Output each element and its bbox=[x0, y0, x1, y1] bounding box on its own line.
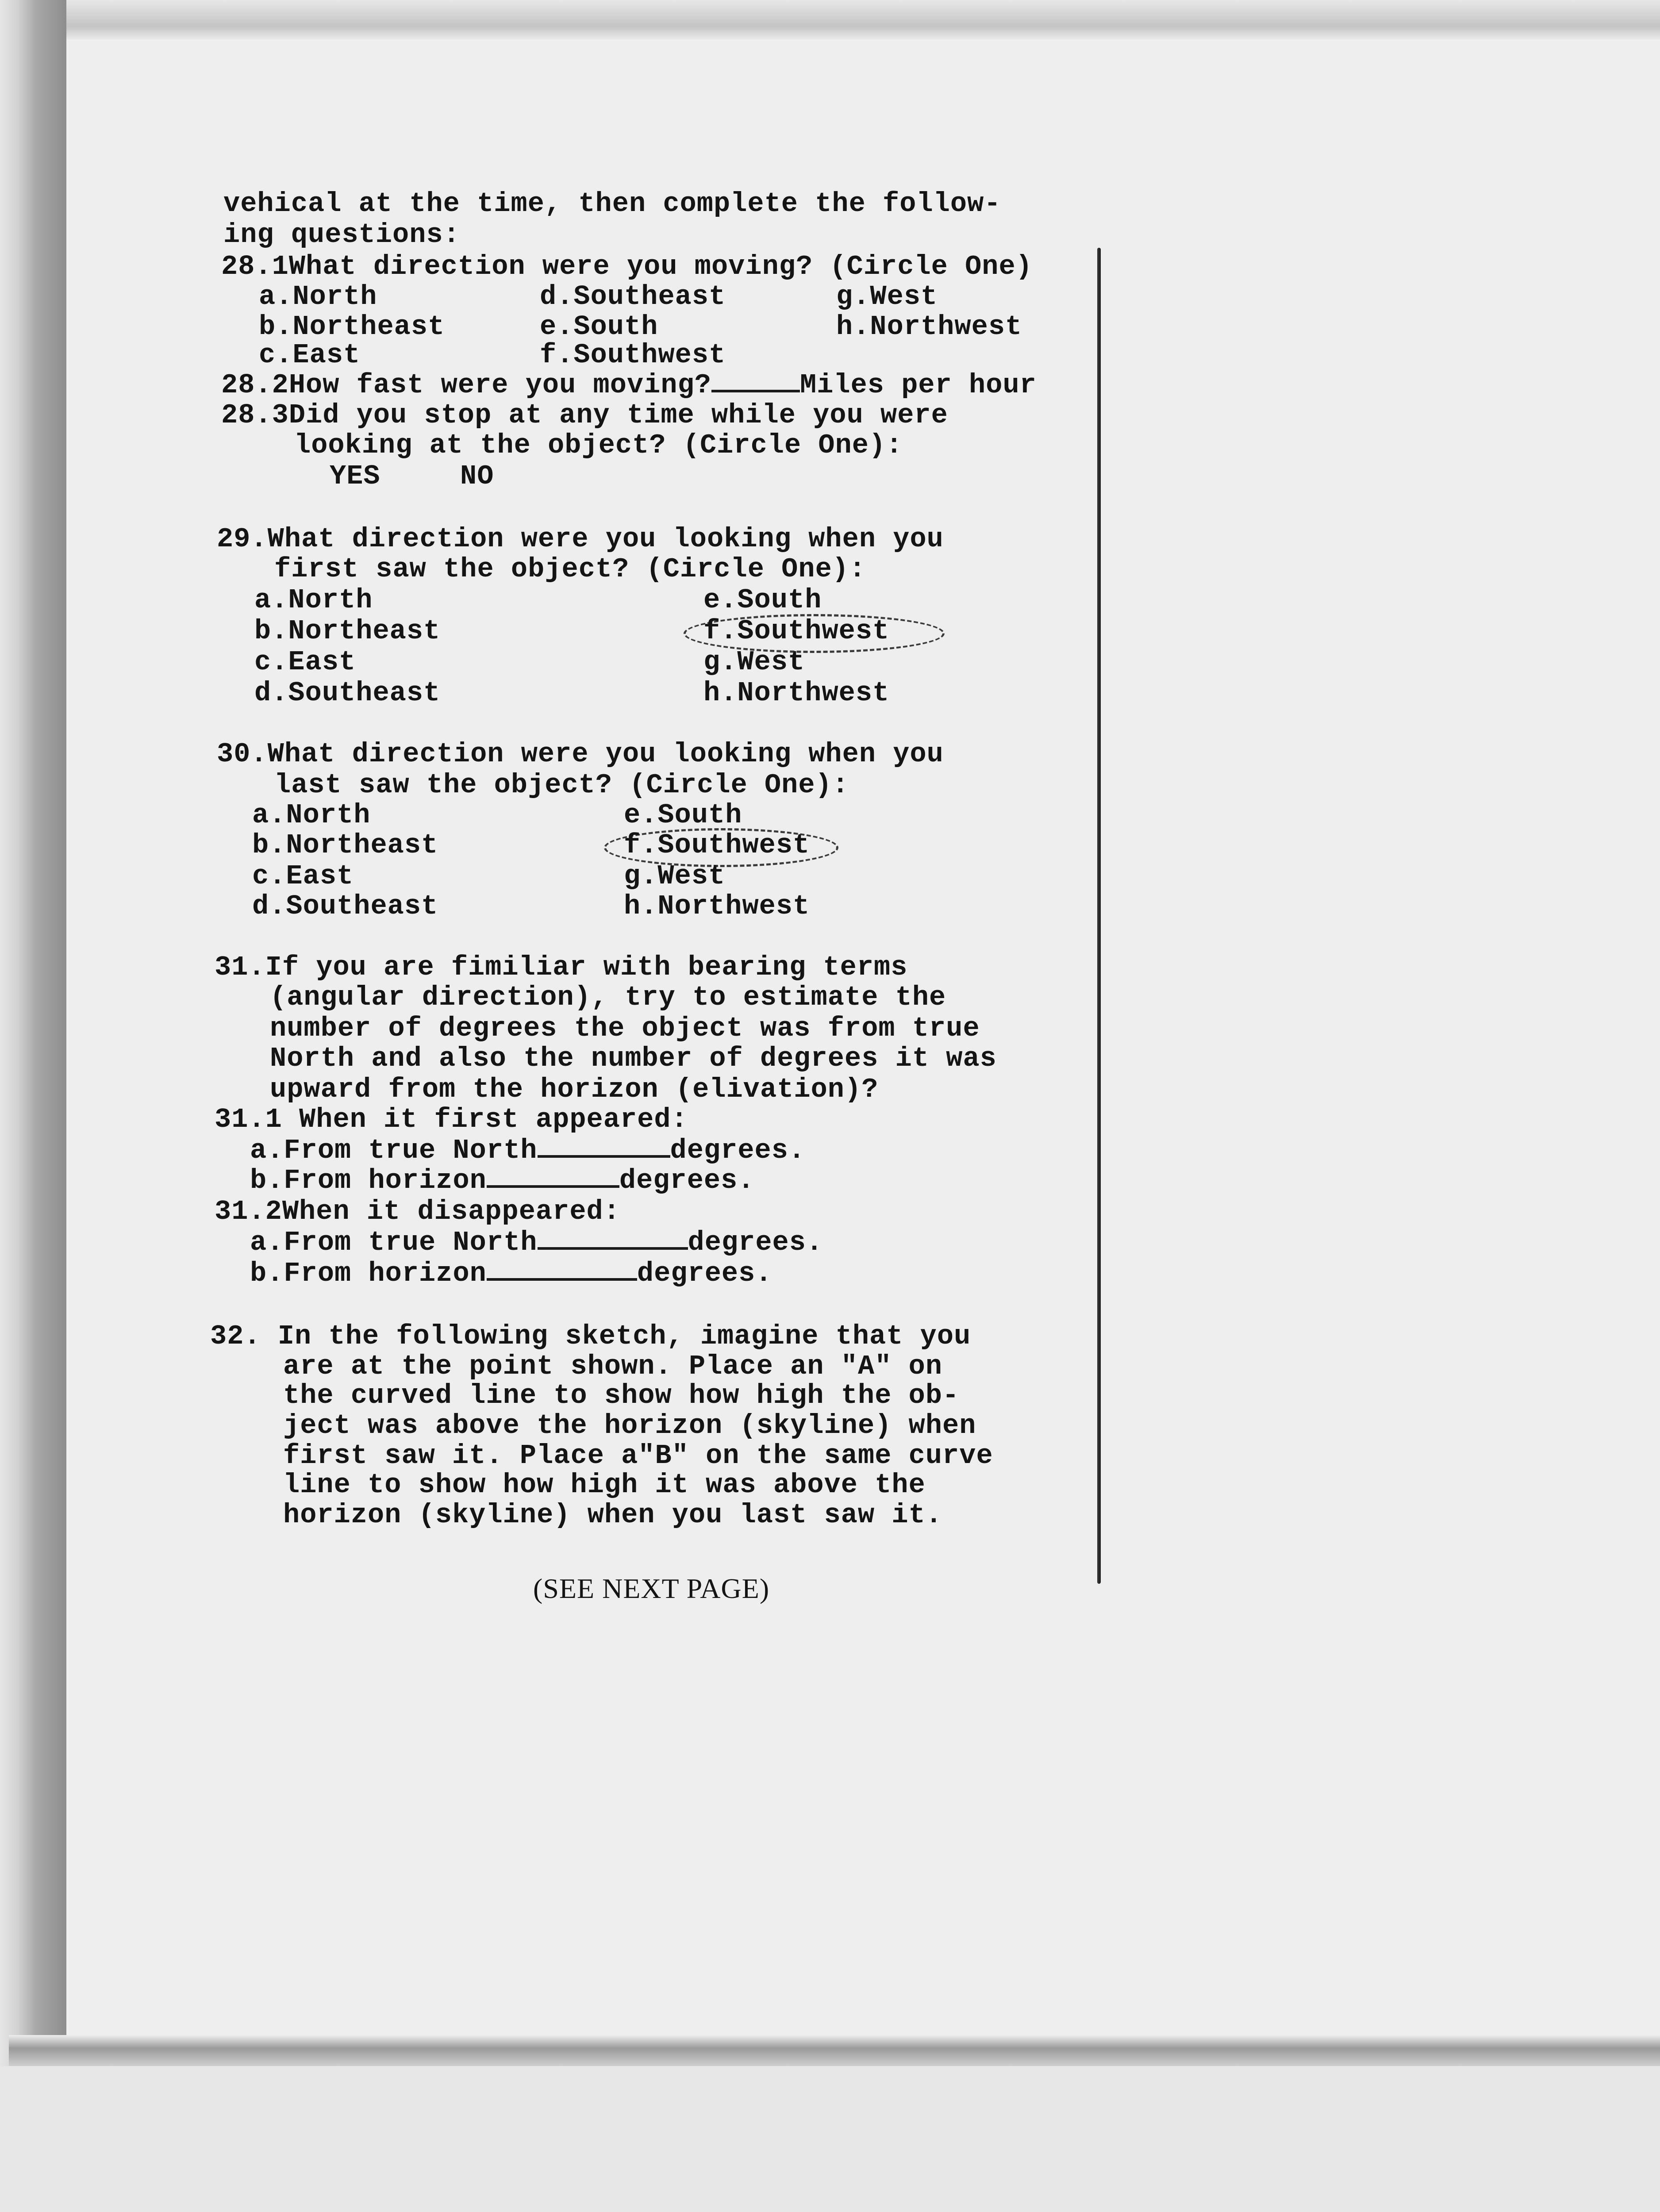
q29-option-h: h.Northwest bbox=[703, 677, 890, 709]
film-edge-left bbox=[0, 0, 66, 2212]
q31-line-5: upward from the horizon (elivation)? bbox=[270, 1074, 879, 1105]
q31-1-a-unit: degrees. bbox=[670, 1135, 806, 1166]
q31-1-b-unit: degrees. bbox=[619, 1165, 755, 1196]
q28-1-question: 28.1What direction were you moving? (Circle One) bbox=[221, 251, 1033, 282]
q28-1-option-c: c.East bbox=[259, 339, 361, 371]
sheet-bottom-edge bbox=[9, 2035, 1660, 2066]
q31-2-a bbox=[250, 1229, 823, 1256]
q31-2-heading: 31.2When it disappeared: bbox=[215, 1196, 620, 1227]
q29-option-c: c.East bbox=[254, 646, 356, 678]
margin-rule bbox=[1097, 248, 1101, 1584]
q28-1-option-a: a.North bbox=[259, 281, 377, 312]
q31-1-a bbox=[250, 1137, 805, 1164]
q29-line-2: first saw the object? (Circle One): bbox=[274, 553, 866, 585]
intro-line-2: ing questions: bbox=[223, 219, 460, 250]
q28-2-suffix: Miles per hour bbox=[799, 369, 1037, 401]
q31-2-a-label: a.From true North bbox=[250, 1227, 538, 1258]
q30-option-e: e.South bbox=[624, 799, 742, 831]
q30-option-g: g.West bbox=[624, 860, 726, 892]
q30-option-h: h.Northwest bbox=[624, 891, 810, 922]
q30-line-1: 30.What direction were you looking when you bbox=[217, 738, 944, 770]
q31-line-3: number of degrees the object was from true bbox=[270, 1013, 980, 1044]
q29-option-e: e.South bbox=[703, 584, 822, 616]
q31-2-b bbox=[250, 1260, 772, 1287]
q32-line-2: are at the point shown. Place an "A" on bbox=[283, 1351, 943, 1382]
see-next-page-note: (SEE NEXT PAGE) bbox=[533, 1573, 770, 1604]
q31-1-b-label: b.From horizon bbox=[250, 1165, 487, 1196]
q28-2-question bbox=[221, 369, 1037, 401]
intro-line-1: vehical at the time, then complete the follow- bbox=[223, 188, 1001, 219]
q31-1-a-blank bbox=[538, 1137, 670, 1158]
q28-1-option-g: g.West bbox=[836, 281, 938, 312]
q28-2-blank bbox=[711, 372, 800, 392]
q31-line-4: North and also the number of degrees it was bbox=[270, 1043, 997, 1074]
q28-1-option-b: b.Northeast bbox=[259, 311, 445, 342]
q31-2-b-label: b.From horizon bbox=[250, 1258, 487, 1289]
q30-option-c: c.East bbox=[252, 860, 354, 892]
q32-line-7: horizon (skyline) when you last saw it. bbox=[283, 1499, 943, 1531]
q28-1-option-d: d.Southeast bbox=[540, 281, 726, 312]
q31-2-a-unit: degrees. bbox=[688, 1227, 823, 1258]
q28-3-line-1: 28.3Did you stop at any time while you were bbox=[221, 399, 948, 431]
q31-line-2: (angular direction), try to estimate the bbox=[270, 982, 946, 1013]
q28-3-line-2: looking at the object? (Circle One): bbox=[294, 430, 903, 461]
q32-line-4: ject was above the horizon (skyline) when bbox=[283, 1410, 976, 1441]
q28-1-option-f: f.Southwest bbox=[540, 339, 726, 371]
q30-option-f: f.Southwest bbox=[624, 830, 810, 861]
q31-1-b-blank bbox=[487, 1167, 619, 1188]
q31-2-a-blank bbox=[538, 1229, 688, 1250]
q29-option-g: g.West bbox=[703, 646, 805, 678]
q29-option-f: f.Southwest bbox=[703, 615, 890, 647]
q31-1-a-label: a.From true North bbox=[250, 1135, 538, 1166]
q31-2-b-blank bbox=[487, 1260, 637, 1281]
q29-option-d: d.Southeast bbox=[254, 677, 441, 709]
q28-1-option-h: h.Northwest bbox=[836, 311, 1022, 342]
film-bottom-area bbox=[0, 2066, 1660, 2212]
q29-option-b: b.Northeast bbox=[254, 615, 441, 647]
q30-option-d: d.Southeast bbox=[252, 891, 438, 922]
q32-line-6: line to show how high it was above the bbox=[283, 1469, 926, 1501]
q31-1-heading: 31.1 When it first appeared: bbox=[215, 1104, 688, 1135]
q32-line-3: the curved line to show how high the ob- bbox=[283, 1380, 960, 1411]
q28-3-yes: YES bbox=[330, 461, 380, 492]
q30-option-b: b.Northeast bbox=[252, 830, 438, 861]
q31-line-1: 31.If you are fimiliar with bearing terms bbox=[215, 952, 908, 983]
q30-option-a: a.North bbox=[252, 799, 371, 831]
film-edge-top bbox=[0, 0, 1660, 40]
q29-option-a: a.North bbox=[254, 584, 373, 616]
q31-1-b bbox=[250, 1167, 755, 1194]
q29-line-1: 29.What direction were you looking when you bbox=[217, 523, 944, 555]
q32-line-1: 32. In the following sketch, imagine that you bbox=[210, 1321, 971, 1352]
q32-line-5: first saw it. Place a"B" on the same curve bbox=[283, 1440, 993, 1471]
q31-2-b-unit: degrees. bbox=[637, 1258, 772, 1289]
q30-line-2: last saw the object? (Circle One): bbox=[274, 769, 849, 801]
q28-3-no: NO bbox=[460, 461, 494, 492]
q28-1-option-e: e.South bbox=[540, 311, 658, 342]
q28-2-prefix: 28.2How fast were you moving? bbox=[221, 369, 711, 401]
